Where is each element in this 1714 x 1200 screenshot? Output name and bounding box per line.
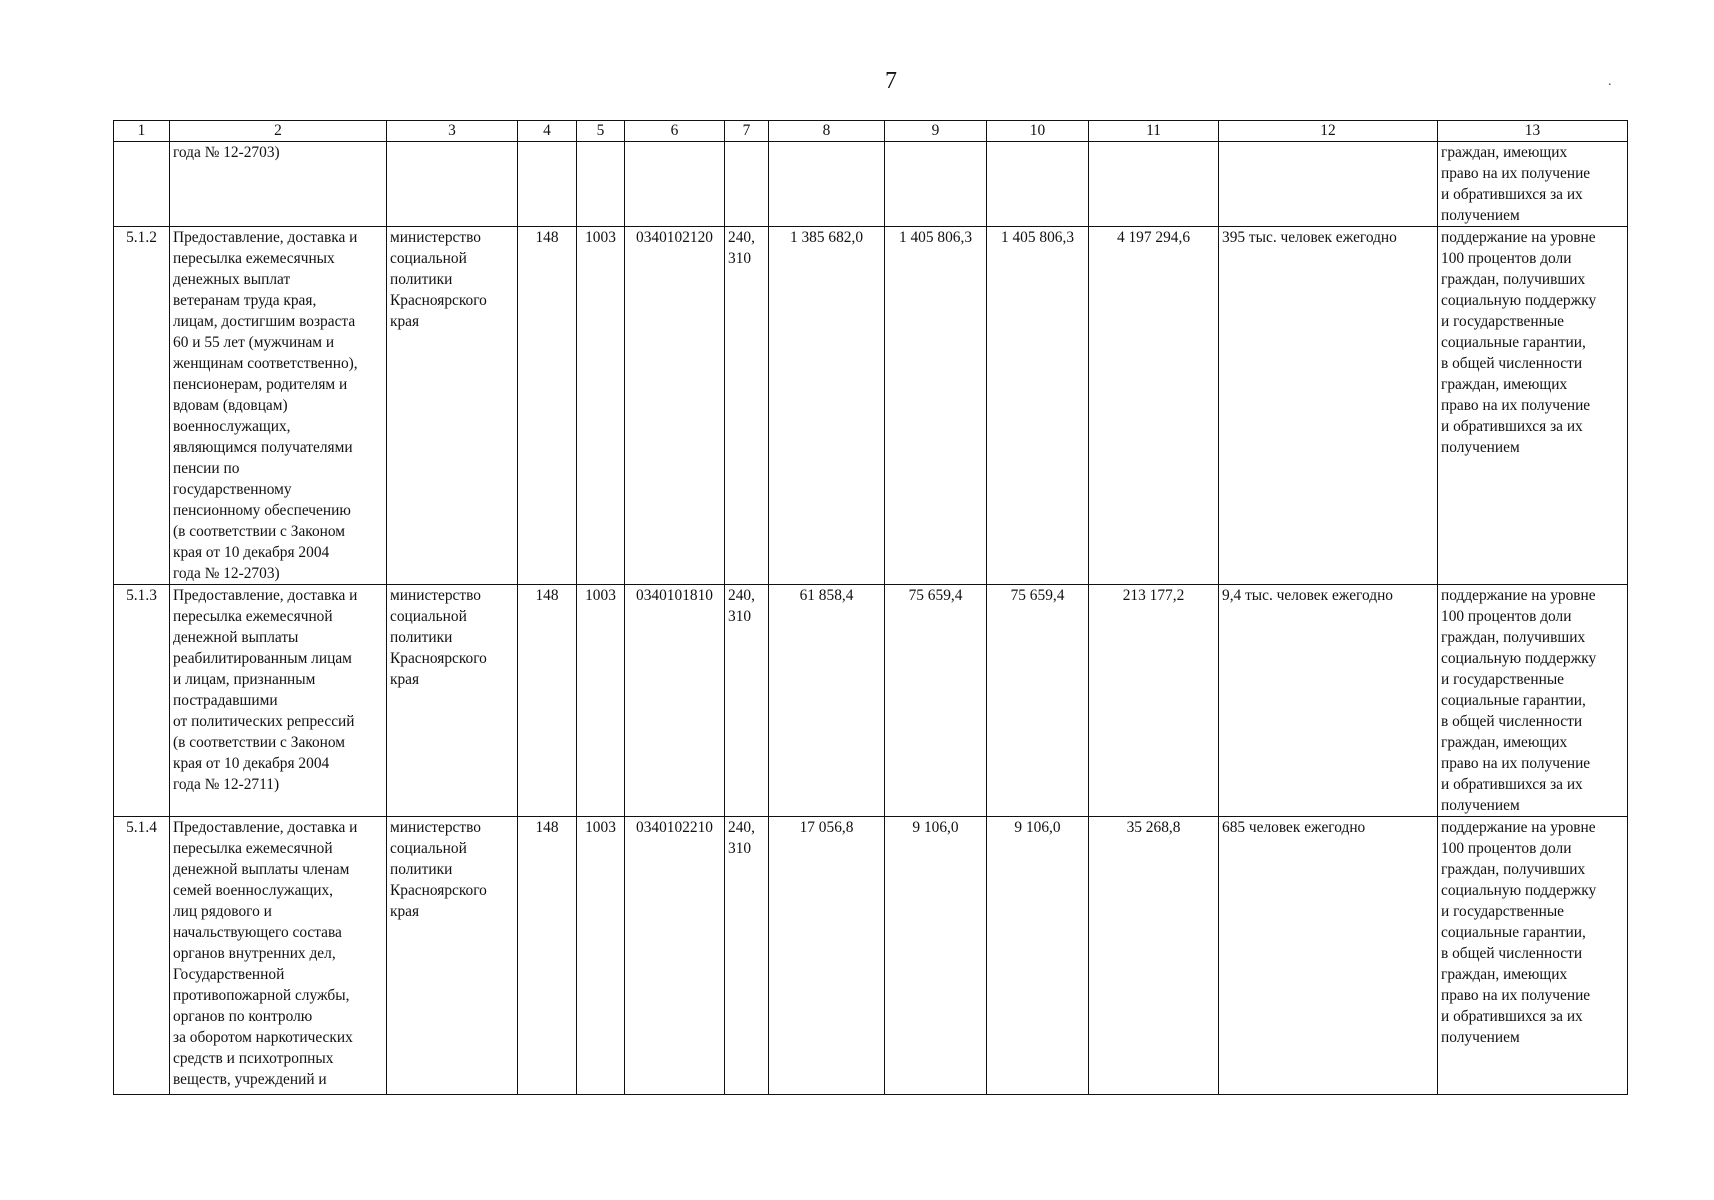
column-header: 1 <box>114 121 170 142</box>
row-year1-amount: 1 385 682,0 <box>769 227 885 585</box>
column-header: 4 <box>518 121 577 142</box>
row-indicator: поддержание на уровне 100 процентов доли граждан, получивших социальную поддержку и государственные социальные гарантии, в общей численности граждан, имеющих право на их получение и обратившихся за их получением <box>1438 817 1628 1095</box>
row-expected-result: 9,4 тыс. человек ежегодно <box>1219 585 1438 817</box>
row-number: 5.1.3 <box>114 585 170 817</box>
row-grbs-code: 148 <box>518 585 577 817</box>
column-header: 6 <box>625 121 725 142</box>
cell-empty <box>1089 142 1219 227</box>
row-executor: министерство социальной политики Красноярского края <box>387 585 518 817</box>
row-year1-amount: 17 056,8 <box>769 817 885 1095</box>
cell-empty <box>577 142 625 227</box>
row-vr-code: 240, 310 <box>725 585 769 817</box>
row-rzpr-code: 1003 <box>577 585 625 817</box>
row-description: Предоставление, доставка и пересылка ежемесячной денежной выплаты членам семей военнослужащих, лиц рядового и начальствующего состава органов внутренних дел, Государственной противопожарной службы, органов по контролю за оборотом наркотических средств и психотропных веществ, учреждений и <box>170 817 387 1095</box>
table-row-5-1-2 <box>114 227 1628 585</box>
row-number: 5.1.2 <box>114 227 170 585</box>
row-total-amount: 4 197 294,6 <box>1089 227 1219 585</box>
column-header: 2 <box>170 121 387 142</box>
column-header: 12 <box>1219 121 1438 142</box>
cell-empty <box>625 142 725 227</box>
row-rzpr-code: 1003 <box>577 817 625 1095</box>
cell-empty <box>769 142 885 227</box>
row-year2-amount: 75 659,4 <box>885 585 987 817</box>
cell-empty <box>725 142 769 227</box>
row-year3-amount: 9 106,0 <box>987 817 1089 1095</box>
program-activities-table <box>113 120 1628 1095</box>
column-header: 3 <box>387 121 518 142</box>
row-description: Предоставление, доставка и пересылка ежемесячной денежной выплаты реабилитированным лицам и лицам, признанным пострадавшими от политических репрессий (в соответствии с Законом края от 10 декабря 2004 года № 12-2711) <box>170 585 387 817</box>
column-number-row <box>114 121 1628 142</box>
row-number: 5.1.4 <box>114 817 170 1095</box>
row-csr-code: 0340102210 <box>625 817 725 1095</box>
scan-speck: . <box>1608 74 1612 89</box>
row-year3-amount: 75 659,4 <box>987 585 1089 817</box>
row-rzpr-code: 1003 <box>577 227 625 585</box>
row-grbs-code: 148 <box>518 817 577 1095</box>
row-vr-code: 240, 310 <box>725 817 769 1095</box>
cell-empty <box>885 142 987 227</box>
cell-empty <box>987 142 1089 227</box>
column-header: 9 <box>885 121 987 142</box>
row-indicator: поддержание на уровне 100 процентов доли граждан, получивших социальную поддержку и государственные социальные гарантии, в общей численности граждан, имеющих право на их получение и обратившихся за их получением <box>1438 227 1628 585</box>
continuation-indicator: граждан, имеющих право на их получение и обратившихся за их получением <box>1438 142 1628 227</box>
cell-empty <box>518 142 577 227</box>
cell-empty <box>114 142 170 227</box>
row-total-amount: 35 268,8 <box>1089 817 1219 1095</box>
row-total-amount: 213 177,2 <box>1089 585 1219 817</box>
page-number: 7 <box>885 68 897 94</box>
row-csr-code: 0340102120 <box>625 227 725 585</box>
row-expected-result: 395 тыс. человек ежегодно <box>1219 227 1438 585</box>
cell-empty <box>1219 142 1438 227</box>
row-grbs-code: 148 <box>518 227 577 585</box>
row-executor: министерство социальной политики Красноярского края <box>387 817 518 1095</box>
table-row-5-1-3 <box>114 585 1628 817</box>
row-vr-code: 240, 310 <box>725 227 769 585</box>
column-header: 5 <box>577 121 625 142</box>
table-row-5-1-4 <box>114 817 1628 1095</box>
row-expected-result: 685 человек ежегодно <box>1219 817 1438 1095</box>
row-csr-code: 0340101810 <box>625 585 725 817</box>
row-indicator: поддержание на уровне 100 процентов доли граждан, получивших социальную поддержку и государственные социальные гарантии, в общей численности граждан, имеющих право на их получение и обратившихся за их получением <box>1438 585 1628 817</box>
row-year2-amount: 1 405 806,3 <box>885 227 987 585</box>
row-year3-amount: 1 405 806,3 <box>987 227 1089 585</box>
row-year2-amount: 9 106,0 <box>885 817 987 1095</box>
column-header: 7 <box>725 121 769 142</box>
column-header: 13 <box>1438 121 1628 142</box>
continuation-description: года № 12-2703) <box>170 142 387 227</box>
row-year1-amount: 61 858,4 <box>769 585 885 817</box>
row-executor: министерство социальной политики Красноярского края <box>387 227 518 585</box>
row-description: Предоставление, доставка и пересылка ежемесячных денежных выплат ветеранам труда края, лицам, достигшим возраста 60 и 55 лет (мужчинам и женщинам соответственно), пенсионерам, родителям и вдовам (вдовцам) военнослужащих, являющимся получателями пенсии по государственному пенсионному обеспечению (в соответствии с Законом края от 10 декабря 2004 года № 12-2703) <box>170 227 387 585</box>
cell-empty <box>387 142 518 227</box>
continuation-row <box>114 142 1628 227</box>
column-header: 10 <box>987 121 1089 142</box>
column-header: 8 <box>769 121 885 142</box>
column-header: 11 <box>1089 121 1219 142</box>
